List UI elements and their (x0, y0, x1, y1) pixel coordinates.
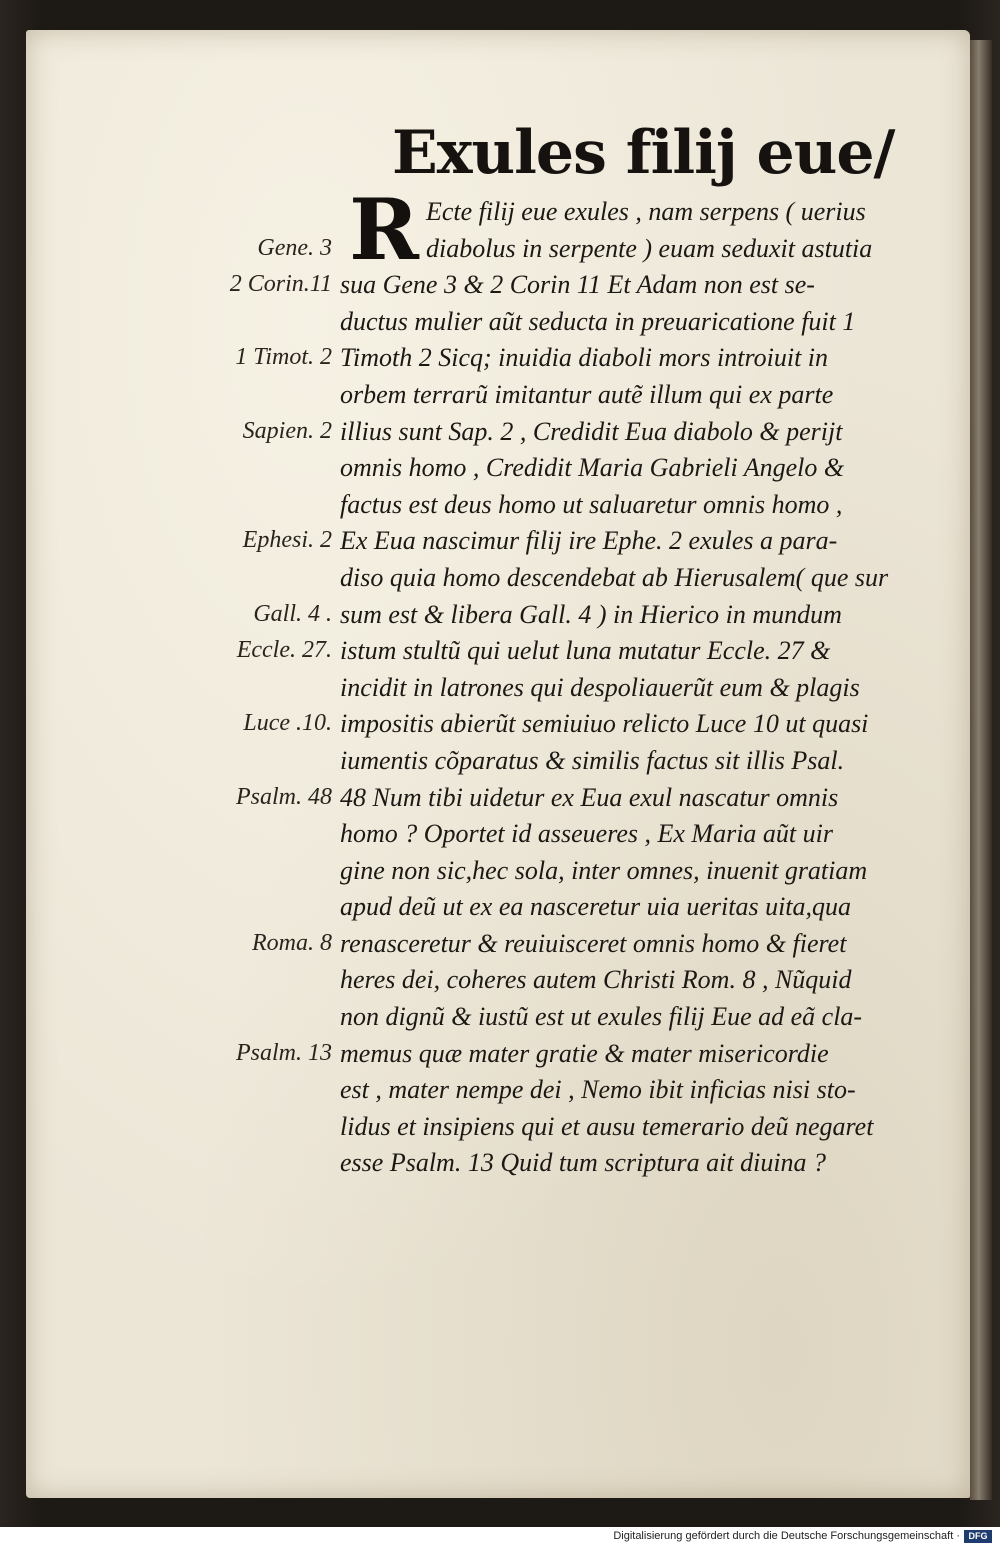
page-heading: Exules filij eue/ (392, 118, 895, 188)
text-line: renasceretur & reuiuisceret omnis homo & fieret (340, 928, 847, 958)
page-edge (970, 40, 992, 1500)
dfg-logo-icon[interactable]: DFG (964, 1530, 992, 1543)
text-line: illius sunt Sap. 2 , Credidit Eua diabolo & perijt (340, 416, 843, 446)
text-line: est , mater nempe dei , Nemo ibit inficias nisi sto- (340, 1075, 856, 1105)
text-line: istum stultũ qui uelut luna mutatur Eccle. 27 & (340, 636, 831, 666)
margin-note: Eccle. 27. (236, 637, 332, 664)
funding-notice: Digitalisierung gefördert durch die Deutsche Forschungsgemeinschaft · (613, 1530, 960, 1542)
text-line: iumentis cõparatus & similis factus sit illis Psal. (340, 745, 845, 775)
margin-note: Gall. 4 . (253, 600, 332, 627)
text-line: Ex Eua nascimur filij ire Ephe. 2 exules a para- (340, 526, 838, 556)
text-line: impositis abierũt semiuiuo relicto Luce 10 ut quasi (340, 709, 869, 739)
margin-note: Gene. 3 (257, 234, 332, 261)
text-line: apud deũ ut ex ea nasceretur uia ueritas uita,qua (340, 892, 852, 922)
margin-note: Ephesi. 2 (242, 527, 332, 554)
text-line: sum est & libera Gall. 4 ) in Hierico in mundum (340, 599, 842, 629)
margin-note: Roma. 8 (252, 930, 332, 956)
text-line: ductus mulier aũt seducta in preuaricatione fuit 1 (340, 306, 856, 336)
margin-note: Sapien. 2 (242, 417, 332, 444)
margin-note: Psalm. 48 (236, 783, 332, 810)
text-line: heres dei, coheres autem Christi Rom. 8 , Nũquid (340, 965, 852, 995)
footer-bar (0, 1527, 1000, 1547)
text-line: non dignũ & iustũ est ut exules filij Eue ad eã cla- (340, 1002, 863, 1032)
text-line: 48 Num tibi uidetur ex Eua exul nascatur omnis (340, 782, 839, 812)
margin-note: Psalm. 13 (236, 1039, 332, 1066)
text-line: homo ? Oportet id asseueres , Ex Maria aũt uir (340, 819, 833, 849)
text-line: incidit in latrones qui despoliauerũt eum & plagis (340, 672, 860, 702)
text-line: omnis homo , Credidit Maria Gabrieli Angelo & (340, 453, 845, 483)
text-line: Timoth 2 Sicq; inuidia diaboli mors introiuit in (340, 343, 829, 373)
text-line: diso quia homo descendebat ab Hierusalem( que sur (340, 562, 889, 592)
margin-note: 2 Corin.11 (229, 271, 332, 298)
margin-note: Luce .10. (243, 710, 332, 737)
text-line: orbem terrarũ imitantur autẽ illum qui ex parte (340, 379, 834, 409)
text-line: lidus et insipiens qui et ausu temerario deũ negaret (340, 1111, 874, 1141)
text-line: factus est deus homo ut saluaretur omnis homo , (340, 489, 843, 519)
main-text (340, 194, 930, 1182)
text-line: diabolus in serpente ) euam seduxit astutia (426, 233, 873, 263)
text-line: Ecte filij eue exules , nam serpens ( uerius (426, 197, 866, 226)
text-line: memus quæ mater gratie & mater misericordie (340, 1038, 829, 1068)
text-line: sua Gene 3 & 2 Corin 11 Et Adam non est se- (340, 270, 815, 300)
drop-capital: R (349, 180, 419, 279)
text-line: esse Psalm. 13 Quid tum scriptura ait diuina ? (340, 1148, 827, 1178)
text-line: gine non sic,hec sola, inter omnes, inuenit gratiam (340, 855, 868, 885)
margin-note: 1 Timot. 2 (235, 344, 332, 371)
